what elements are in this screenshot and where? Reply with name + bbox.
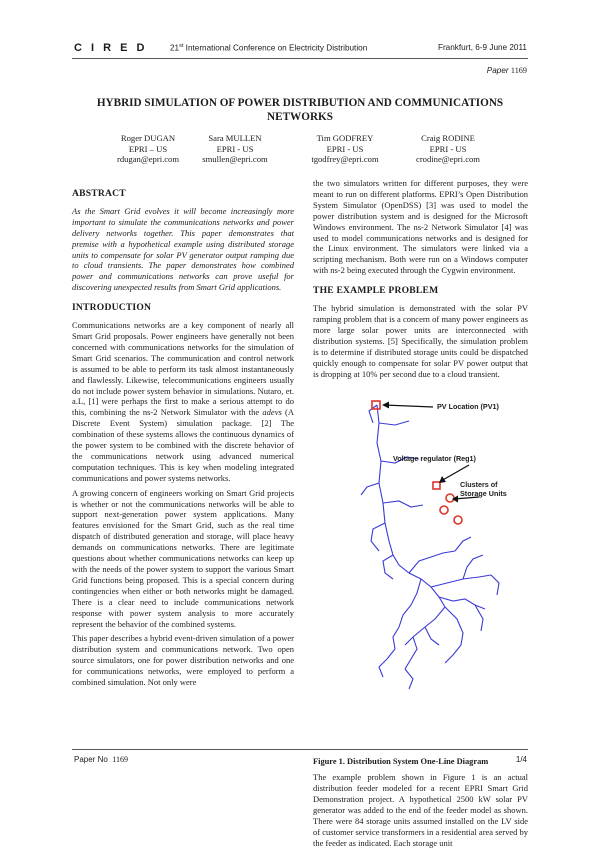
feeder-branch [387, 627, 399, 659]
author-email: smullen@epri.com [202, 154, 268, 165]
storage-unit-cluster-marker [446, 494, 454, 502]
feeder-branch [455, 537, 471, 551]
feeder-branch [371, 523, 385, 551]
conference-ordinal-suffix: st [179, 43, 184, 49]
feeder-branch [491, 575, 499, 595]
intro-p1-emphasis: adevs [262, 407, 282, 418]
header-paper-label: Paper [486, 66, 509, 75]
header-paper-value: 1169 [510, 66, 527, 75]
feeder-branch [425, 627, 439, 645]
feeder-branch [405, 607, 445, 645]
conference-ordinal: 21 [170, 43, 180, 53]
paper-title: HYBRID SIMULATION OF POWER DISTRIBUTION AND COMMUNICATIONS NETWORKS [96, 97, 504, 123]
author-email: rdugan@epri.com [116, 154, 180, 165]
feeder-branch [399, 579, 421, 627]
introduction-paragraph-3: This paper describes a hybrid event-driven simulation of a power distribution system and communications network. Two open source simulators, one for power distribution networks and one for communications networks, were employed to perform a combined simulation. Not only were [72, 633, 294, 688]
introduction-heading: INTRODUCTION [72, 302, 152, 314]
author-block [393, 133, 503, 165]
header-org: C I R E D [74, 42, 148, 54]
author-name: Roger DUGAN [120, 133, 176, 143]
author-block [180, 133, 290, 165]
conference-name: International Conference on Electricity Distribution [183, 43, 368, 53]
footer-rule [72, 749, 528, 750]
footer-paper-value: 1169 [112, 755, 128, 764]
feeder-branch [369, 405, 377, 423]
one-line-diagram-figure [313, 383, 528, 749]
abstract-heading: ABSTRACT [72, 188, 126, 199]
example-paragraph-2: The example problem shown in Figure 1 is an actual distribution feeder modeled for a recent EPRI Smart Grid Demonstration project. A hypothetical 2500 kW solar PV generator was added to the end of the feeder model as shown. There were 84 storage units assumed installed on the LV side of customer service transformers in a residential area served by the feeder as indicated. Each storage unit [313, 772, 529, 848]
footer-page-number: 1/4 [515, 755, 527, 764]
feeder-branch [361, 483, 379, 495]
header-rule [72, 58, 528, 59]
header-place-date: Frankfurt, 6-9 June 2011 [437, 43, 527, 52]
voltage-regulator-marker [433, 482, 440, 489]
feeder-branch [409, 551, 455, 573]
feeder-branch [379, 659, 387, 677]
feeder-branch [463, 555, 483, 579]
feeder-branch [405, 637, 417, 669]
storage-unit-cluster-marker [454, 516, 462, 524]
feeder-branch [383, 501, 423, 507]
footer-paper-label: Paper No [74, 755, 108, 764]
author-email: tgodfrey@epri.com [311, 154, 379, 165]
regulator-callout-arrow [441, 465, 469, 481]
pv-callout-arrowhead [382, 402, 389, 409]
feeder-branch [445, 607, 463, 645]
header-conference [170, 43, 367, 53]
author-org: EPRI - US [216, 143, 254, 154]
introduction-paragraph-2: A growing concern of engineers working on Smart Grid projects is whether or not the communications networks will be able to support next-generation power system applications. Many features envisioned for the Smart Grid, such as the real time dispatch of distributed generation and storage, will place heavy demands on communications networks. There are legitimate questions about whether communications networks can keep up with the needs of the power system to support the various Smart Grid functions being proposed. This is a special concern during contingencies when either or both networks might be damaged. There is a clear need to include communications network response with power system analysis to more accurately represent the behavior of the combined systems. [72, 487, 294, 629]
left-column [72, 189, 294, 692]
pv-location-label: PV Location (PV1) [437, 402, 499, 412]
author-org: EPRI – US [128, 143, 168, 154]
intro-p1-part-b: (A Discrete Event System) simulation package. [2] The combination of these systems allows the continuous dynamics of the power system to be combined with the discrete behavior of the communications network using advanced numerical computation techniques. This is key when modeling integrated communications and power systems networks. [72, 407, 294, 483]
abstract-text: As the Smart Grid evolves it will become increasingly more important to simulate the communications networks and power delivery networks together. This paper demonstrates that premise with a hypothetical example using distributed storage units to compensate for solar PV generator output ramping due to cloud transients. The paper demonstrates how combined power and communications networks can prove useful for discovering unexpected results from Smart Grid applications. [72, 205, 294, 293]
author-block [290, 133, 400, 165]
storage-unit-cluster-marker [440, 506, 448, 514]
author-name: Tim GODFREY [316, 133, 374, 143]
intro-p1-part-a: Communications networks are a key component of nearly all Smart Grid proposals. Power engineers have generally not been concerned with communications networks for the simulation of Smart Grid scenarios. The communication and control network is assumed to be able to perform its task almost instantaneously and flawlessly. Likewise, telecommunications engineers usually do not include power system behavior in simulations. Nutaro, et. a.L, [1] were perhaps the first to make a serious attempt to do this, combining the ns-2 Network Simulator with the [72, 320, 294, 418]
feeder-branch [405, 669, 413, 689]
footer-paper-number [74, 755, 128, 764]
introduction-paragraph-1 [72, 320, 294, 484]
pv-callout-arrow [384, 405, 433, 407]
feeder-branch [431, 575, 491, 587]
author-org: EPRI - US [429, 143, 467, 154]
author-name: Sara MULLEN [208, 133, 262, 143]
author-org: EPRI - US [326, 143, 364, 154]
voltage-regulator-label: Voltage regulator (Reg1) [393, 454, 476, 464]
feeder-branch [445, 645, 461, 663]
feeder-lines [361, 402, 499, 689]
storage-clusters-label [460, 481, 507, 498]
author-email: crodine@epri.com [416, 154, 480, 165]
header-paper-number [487, 66, 527, 75]
feeder-branch [475, 605, 483, 631]
feeder-branch [379, 421, 409, 425]
figure-caption: Figure 1. Distribution System One-Line Diagram [313, 757, 489, 767]
storage-clusters-label-line-2: Storage Units [460, 489, 507, 498]
author-name: Craig RODINE [421, 133, 475, 143]
feeder-main-trunk [377, 405, 445, 607]
regulator-callout-arrowhead [439, 476, 446, 483]
storage-clusters-label-line-1: Clusters of [460, 480, 498, 490]
feeder-branch [383, 555, 393, 579]
one-line-diagram [313, 383, 528, 749]
example-heading: THE EXAMPLE PROBLEM [313, 285, 439, 297]
right-column [313, 178, 528, 853]
introduction-paragraph-4: the two simulators written for different purposes, they were meant to run on different platforms. EPRI’s Open Distribution System Simulator (OpenDSS) [3] was used to model the power distribution system and is designed for the Microsoft Windows environment. The ns-2 Network Simulator [4] was used to model communications networks and is designed for the Linux environment. The simulators were linked via a scripting mechanism. Both were run on a Windows computer with ns-2 being executed through the Cygwin environment. [313, 178, 528, 276]
example-paragraph-1: The hybrid simulation is demonstrated with the solar PV ramping problem that is a concern of many power engineers as more large solar power units are interconnected with distribution systems. [5] Specifically, the simulation problem is to determine if distributed storage units could be dispatched quickly enough to compensate for solar PV power output that is dropping at 10% per second due to a cloud transient. [313, 303, 528, 379]
